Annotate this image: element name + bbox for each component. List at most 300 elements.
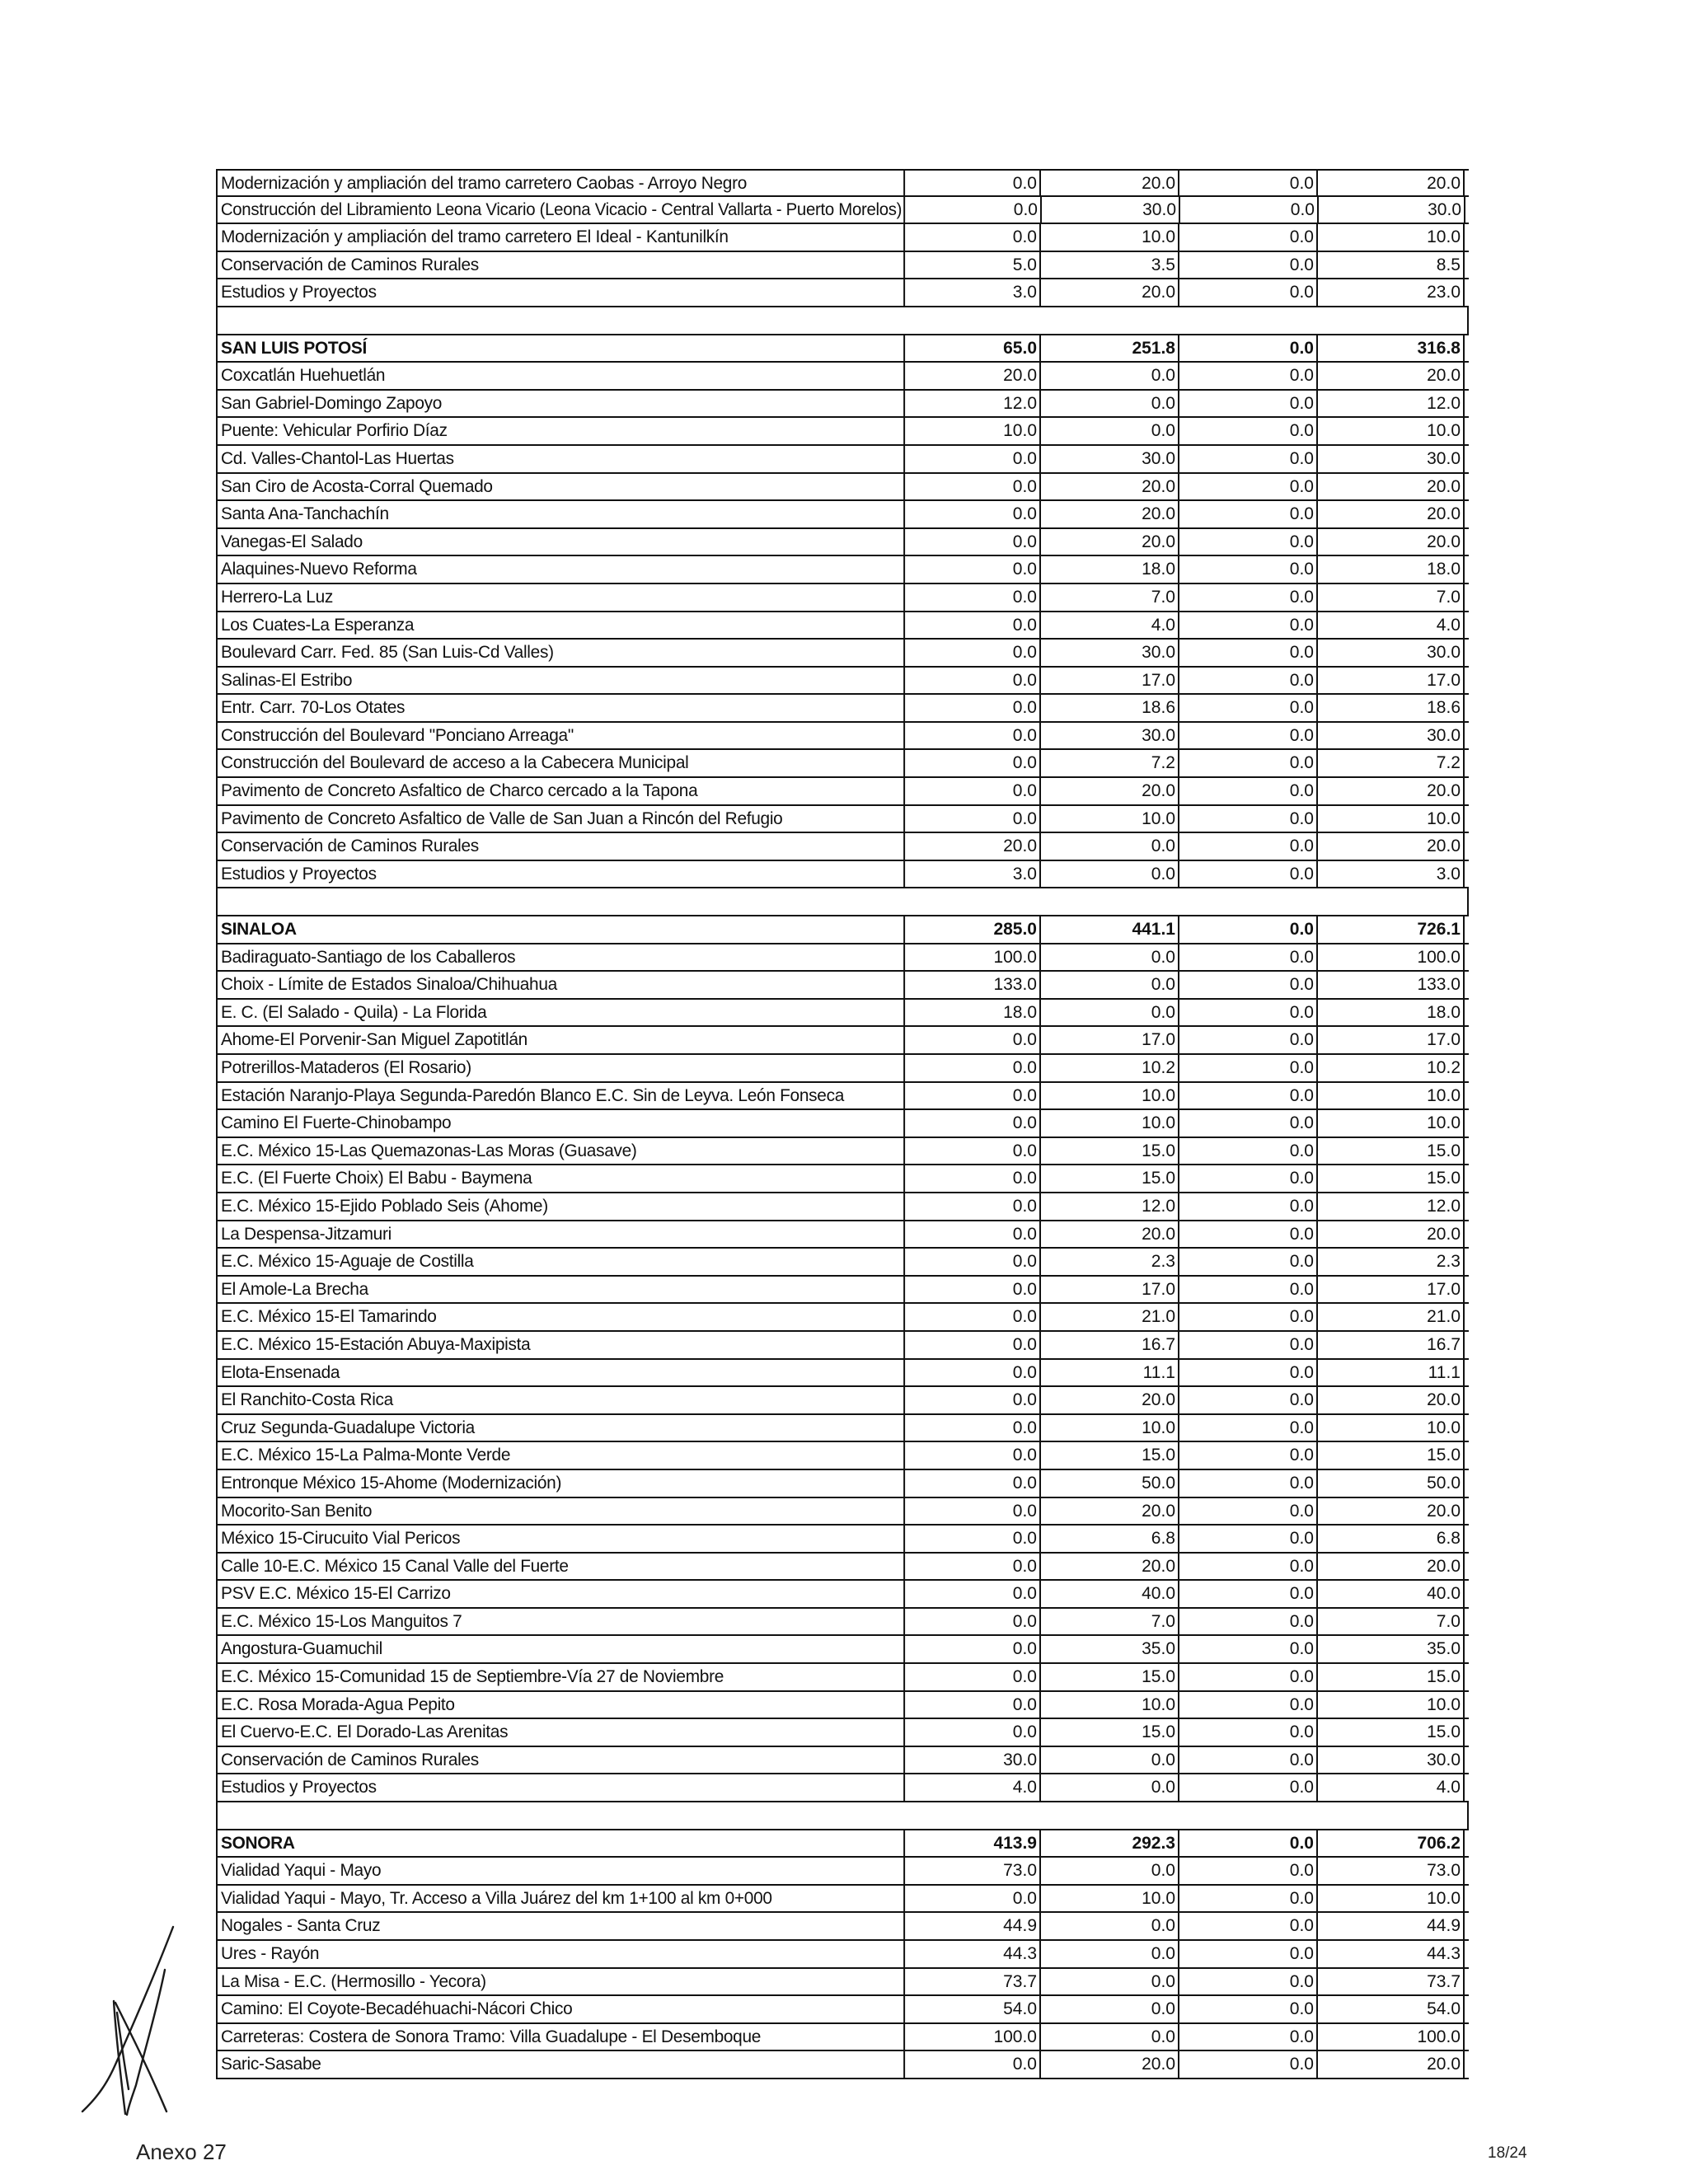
value-cell-col1: 0.0	[904, 556, 1041, 583]
value-cell-col3: 0.0	[1179, 1360, 1318, 1386]
value-cell-col1: 0.0	[904, 1110, 1041, 1137]
project-name-cell: Construcción del Libramiento Leona Vicario (Leona Vicacio - Central Vallarta - Puerto Morelos)	[216, 197, 905, 223]
value-cell-col1: 12.0	[904, 391, 1041, 417]
value-cell-col4: 21.0	[1318, 1304, 1465, 1330]
value-cell-col4: 17.0	[1318, 1277, 1465, 1303]
value-cell-col4: 44.9	[1318, 1913, 1465, 1939]
value-cell-col2: 30.0	[1041, 640, 1179, 666]
state-name-cell: SAN LUIS POTOSÍ	[216, 335, 905, 362]
value-cell-col1: 0.0	[904, 1193, 1041, 1220]
value-cell-col2: 0.0	[1041, 1996, 1179, 2022]
project-name-cell: Nogales - Santa Cruz	[216, 1913, 905, 1939]
value-cell-col1: 0.0	[904, 1221, 1041, 1248]
value-cell-col4: 7.0	[1318, 1609, 1465, 1635]
project-name-cell: Modernización y ampliación del tramo carretero Caobas - Arroyo Negro	[216, 171, 905, 195]
value-cell-col4: 12.0	[1318, 1193, 1465, 1220]
value-cell-col2: 11.1	[1041, 1360, 1179, 1386]
value-cell-col4: 15.0	[1318, 1165, 1465, 1192]
value-cell-col3: 0.0	[1179, 1221, 1318, 1248]
value-cell-col4: 20.0	[1318, 1554, 1465, 1580]
value-cell-col1: 0.0	[904, 1581, 1041, 1607]
value-cell-col1: 0.0	[904, 1277, 1041, 1303]
project-name-cell: E.C. México 15-Ejido Poblado Seis (Ahome)	[216, 1193, 905, 1220]
project-name-cell: Camino: El Coyote-Becadéhuachi-Nácori Chico	[216, 1996, 905, 2022]
value-cell-col3: 0.0	[1179, 640, 1318, 666]
value-cell-col2: 15.0	[1041, 1138, 1179, 1165]
value-cell-col2: 20.0	[1041, 279, 1179, 306]
value-cell-col3: 0.0	[1179, 861, 1318, 888]
value-cell-col1: 0.0	[904, 1664, 1041, 1690]
value-cell-col3: 0.0	[1179, 1165, 1318, 1192]
value-cell-col3: 0.0	[1179, 335, 1318, 362]
value-cell-col2: 10.0	[1041, 1415, 1179, 1441]
project-name-cell: Ahome-El Porvenir-San Miguel Zapotitlán	[216, 1027, 905, 1053]
value-cell-col3: 0.0	[1179, 972, 1318, 998]
value-cell-col4: 15.0	[1318, 1442, 1465, 1469]
value-cell-col1: 73.7	[904, 1969, 1041, 1995]
value-cell-col4: 40.0	[1318, 1581, 1465, 1607]
value-cell-col1: 0.0	[904, 1526, 1041, 1552]
value-cell-col4: 20.0	[1318, 1221, 1465, 1248]
project-name-cell: Camino El Fuerte-Chinobampo	[216, 1110, 905, 1137]
project-name-cell: Modernización y ampliación del tramo carretero El Ideal - Kantunilkín	[216, 224, 905, 251]
value-cell-col4: 100.0	[1318, 2024, 1465, 2050]
value-cell-col3: 0.0	[1179, 1554, 1318, 1580]
value-cell-col3: 0.0	[1179, 501, 1318, 527]
value-cell-col2: 30.0	[1041, 723, 1179, 749]
value-cell-col1: 0.0	[904, 1304, 1041, 1330]
value-cell-col4: 7.2	[1318, 750, 1465, 776]
value-cell-col1: 0.0	[904, 1609, 1041, 1635]
project-name-cell: Construcción del Boulevard "Ponciano Arreaga"	[216, 723, 905, 749]
value-cell-col1: 0.0	[904, 224, 1041, 251]
value-cell-col4: 4.0	[1318, 1774, 1465, 1801]
value-cell-col3: 0.0	[1179, 1249, 1318, 1275]
value-cell-col4: 20.0	[1318, 171, 1465, 195]
value-cell-col4: 15.0	[1318, 1138, 1465, 1165]
table-row	[216, 1304, 1469, 1332]
value-cell-col2: 20.0	[1041, 1221, 1179, 1248]
value-cell-col3: 0.0	[1179, 944, 1318, 971]
value-cell-col3: 0.0	[1179, 1664, 1318, 1690]
value-cell-col2: 10.2	[1041, 1055, 1179, 1081]
value-cell-col2: 30.0	[1042, 197, 1180, 223]
table-row	[216, 279, 1469, 307]
table-row	[216, 1774, 1469, 1802]
table-row	[216, 806, 1469, 834]
project-name-cell: E.C. México 15-Estación Abuya-Maxipista	[216, 1332, 905, 1358]
value-cell-col1: 44.9	[904, 1913, 1041, 1939]
value-cell-col1: 0.0	[904, 446, 1041, 472]
table-row	[216, 1110, 1469, 1138]
table-row	[216, 474, 1469, 502]
value-cell-col1: 0.0	[904, 171, 1041, 195]
value-cell-col3: 0.0	[1179, 612, 1318, 639]
table-row	[216, 1526, 1469, 1554]
table-row	[216, 1858, 1469, 1886]
value-cell-col4: 20.0	[1318, 2051, 1465, 2078]
value-cell-col3: 0.0	[1179, 1083, 1318, 1109]
value-cell-col1: 3.0	[904, 861, 1041, 888]
value-cell-col3: 0.0	[1179, 806, 1318, 832]
project-name-cell: La Misa - E.C. (Hermosillo - Yecora)	[216, 1969, 905, 1995]
project-name-cell: Construcción del Boulevard de acceso a la Cabecera Municipal	[216, 750, 905, 776]
value-cell-col3: 0.0	[1179, 418, 1318, 444]
project-name-cell: Angostura-Guamuchil	[216, 1636, 905, 1662]
value-cell-col4: 20.0	[1318, 363, 1465, 389]
value-cell-col3: 0.0	[1179, 1332, 1318, 1358]
value-cell-col2: 251.8	[1041, 335, 1179, 362]
value-cell-col2: 20.0	[1041, 1498, 1179, 1525]
value-cell-col1: 44.3	[904, 1941, 1041, 1967]
value-cell-col3: 0.0	[1179, 2024, 1318, 2050]
value-cell-col3: 0.0	[1179, 556, 1318, 583]
table-row	[216, 1664, 1469, 1692]
table-row	[216, 833, 1469, 861]
value-cell-col2: 12.0	[1041, 1193, 1179, 1220]
state-name-cell: SINALOA	[216, 916, 905, 943]
value-cell-col4: 7.0	[1318, 584, 1465, 611]
value-cell-col2: 292.3	[1041, 1830, 1179, 1857]
value-cell-col3: 0.0	[1179, 1277, 1318, 1303]
project-name-cell: Choix - Límite de Estados Sinaloa/Chihuahua	[216, 972, 905, 998]
table-row	[216, 1719, 1469, 1747]
value-cell-col1: 0.0	[904, 1415, 1041, 1441]
value-cell-col2: 441.1	[1041, 916, 1179, 943]
table-row	[216, 1277, 1469, 1305]
value-cell-col1: 100.0	[904, 2024, 1041, 2050]
value-cell-col3: 0.0	[1179, 446, 1318, 472]
value-cell-col1: 0.0	[904, 1138, 1041, 1165]
value-cell-col4: 10.0	[1318, 1886, 1465, 1912]
value-cell-col1: 0.0	[904, 1360, 1041, 1386]
value-cell-col3: 0.0	[1179, 1470, 1318, 1497]
value-cell-col4: 18.6	[1318, 695, 1465, 721]
table-row	[216, 723, 1469, 751]
value-cell-col1: 0.0	[904, 1554, 1041, 1580]
table-row	[216, 1747, 1469, 1775]
table-row	[216, 612, 1469, 640]
project-name-cell: Calle 10-E.C. México 15 Canal Valle del Fuerte	[216, 1554, 905, 1580]
value-cell-col2: 15.0	[1041, 1664, 1179, 1690]
value-cell-col1: 133.0	[904, 972, 1041, 998]
project-name-cell: Entronque México 15-Ahome (Modernización)	[216, 1470, 905, 1497]
value-cell-col2: 7.0	[1041, 1609, 1179, 1635]
project-name-cell: E.C. (El Fuerte Choix) El Babu - Baymena	[216, 1165, 905, 1192]
value-cell-col1: 0.0	[904, 584, 1041, 611]
value-cell-col1: 0.0	[904, 529, 1041, 555]
value-cell-col3: 0.0	[1179, 529, 1318, 555]
project-name-cell: PSV E.C. México 15-El Carrizo	[216, 1581, 905, 1607]
value-cell-col1: 20.0	[904, 833, 1041, 860]
value-cell-col1: 5.0	[904, 252, 1041, 279]
table-row	[216, 750, 1469, 778]
value-cell-col1: 100.0	[904, 944, 1041, 971]
value-cell-col1: 18.0	[904, 1000, 1041, 1026]
value-cell-col4: 18.0	[1318, 1000, 1465, 1026]
table-row	[216, 778, 1469, 806]
project-name-cell: E.C. México 15-Comunidad 15 de Septiembre-Vía 27 de Noviembre	[216, 1664, 905, 1690]
value-cell-col1: 0.0	[904, 640, 1041, 666]
value-cell-col3: 0.0	[1179, 584, 1318, 611]
value-cell-col4: 3.0	[1318, 861, 1465, 888]
budget-table	[216, 169, 1469, 2079]
value-cell-col1: 0.0	[904, 474, 1041, 500]
value-cell-col2: 6.8	[1041, 1526, 1179, 1552]
value-cell-col1: 30.0	[904, 1747, 1041, 1774]
value-cell-col2: 21.0	[1041, 1304, 1179, 1330]
value-cell-col1: 0.0	[904, 1249, 1041, 1275]
table-row	[216, 501, 1469, 529]
value-cell-col4: 8.5	[1318, 252, 1465, 279]
project-name-cell: E.C. México 15-Aguaje de Costilla	[216, 1249, 905, 1275]
table-row	[216, 169, 1469, 197]
value-cell-col3: 0.0	[1179, 2051, 1318, 2078]
value-cell-col1: 65.0	[904, 335, 1041, 362]
table-row	[216, 640, 1469, 668]
value-cell-col4: 17.0	[1318, 668, 1465, 694]
value-cell-col1: 0.0	[904, 501, 1041, 527]
handwritten-signature	[66, 1920, 190, 2118]
value-cell-col1: 0.0	[904, 695, 1041, 721]
value-cell-col2: 7.2	[1041, 750, 1179, 776]
project-name-cell: El Ranchito-Costa Rica	[216, 1387, 905, 1413]
value-cell-col4: 30.0	[1318, 723, 1465, 749]
table-row	[216, 1996, 1469, 2024]
value-cell-col4: 30.0	[1318, 1747, 1465, 1774]
value-cell-col3: 0.0	[1179, 1027, 1318, 1053]
value-cell-col2: 15.0	[1041, 1719, 1179, 1746]
value-cell-col4: 10.0	[1318, 1692, 1465, 1718]
value-cell-col3: 0.0	[1179, 363, 1318, 389]
table-row	[216, 197, 1469, 225]
value-cell-col4: 20.0	[1318, 833, 1465, 860]
value-cell-col1: 0.0	[904, 1719, 1041, 1746]
table-row	[216, 1138, 1469, 1166]
value-cell-col2: 17.0	[1041, 1027, 1179, 1053]
value-cell-col2: 10.0	[1041, 1083, 1179, 1109]
value-cell-col2: 0.0	[1041, 833, 1179, 860]
table-row	[216, 1165, 1469, 1193]
value-cell-col4: 133.0	[1318, 972, 1465, 998]
value-cell-col4: 11.1	[1318, 1360, 1465, 1386]
value-cell-col4: 44.3	[1318, 1941, 1465, 1967]
value-cell-col1: 0.0	[904, 1387, 1041, 1413]
value-cell-col2: 0.0	[1041, 944, 1179, 971]
value-cell-col2: 18.0	[1041, 556, 1179, 583]
value-cell-col1: 4.0	[904, 1774, 1041, 1801]
value-cell-col1: 0.0	[904, 1692, 1041, 1718]
table-row	[216, 972, 1469, 1000]
value-cell-col2: 4.0	[1041, 612, 1179, 639]
table-row	[216, 224, 1469, 252]
value-cell-col3: 0.0	[1179, 750, 1318, 776]
value-cell-col3: 0.0	[1179, 1000, 1318, 1026]
table-row	[216, 695, 1469, 723]
value-cell-col3: 0.0	[1179, 1830, 1318, 1857]
value-cell-col2: 0.0	[1041, 1969, 1179, 1995]
value-cell-col3: 0.0	[1179, 1581, 1318, 1607]
project-name-cell: Herrero-La Luz	[216, 584, 905, 611]
value-cell-col4: 20.0	[1318, 474, 1465, 500]
project-name-cell: Pavimento de Concreto Asfaltico de Valle de San Juan a Rincón del Refugio	[216, 806, 905, 832]
value-cell-col3: 0.0	[1179, 1636, 1318, 1662]
value-cell-col2: 7.0	[1041, 584, 1179, 611]
table-row	[216, 1221, 1469, 1249]
value-cell-col4: 316.8	[1318, 335, 1465, 362]
value-cell-col2: 0.0	[1041, 1913, 1179, 1939]
value-cell-col1: 0.0	[904, 1636, 1041, 1662]
value-cell-col4: 10.2	[1318, 1055, 1465, 1081]
state-name-cell: SONORA	[216, 1830, 905, 1857]
project-name-cell: Vanegas-El Salado	[216, 529, 905, 555]
project-name-cell: San Ciro de Acosta-Corral Quemado	[216, 474, 905, 500]
value-cell-col2: 0.0	[1041, 861, 1179, 888]
value-cell-col2: 10.0	[1041, 224, 1179, 251]
value-cell-col4: 30.0	[1318, 446, 1465, 472]
value-cell-col2: 3.5	[1041, 252, 1179, 279]
value-cell-col2: 17.0	[1041, 668, 1179, 694]
table-row	[216, 2051, 1469, 2079]
value-cell-col1: 73.0	[904, 1858, 1041, 1884]
table-row	[216, 446, 1469, 474]
project-name-cell: México 15-Cirucuito Vial Pericos	[216, 1526, 905, 1552]
value-cell-col3: 0.0	[1179, 1498, 1318, 1525]
table-row	[216, 1249, 1469, 1277]
project-name-cell: Coxcatlán Huehuetlán	[216, 363, 905, 389]
table-row	[216, 1886, 1469, 1914]
value-cell-col2: 30.0	[1041, 446, 1179, 472]
value-cell-col4: 726.1	[1318, 916, 1465, 943]
table-row	[216, 1470, 1469, 1498]
value-cell-col1: 0.0	[904, 1886, 1041, 1912]
table-row	[216, 1000, 1469, 1028]
value-cell-col4: 706.2	[1318, 1830, 1465, 1857]
project-name-cell: Badiraguato-Santiago de los Caballeros	[216, 944, 905, 971]
value-cell-col3: 0.0	[1179, 1193, 1318, 1220]
project-name-cell	[216, 1802, 1469, 1829]
project-name-cell: Estudios y Proyectos	[216, 861, 905, 888]
table-row	[216, 1387, 1469, 1415]
value-cell-col2: 50.0	[1041, 1470, 1179, 1497]
project-name-cell: El Cuervo-E.C. El Dorado-Las Arenitas	[216, 1719, 905, 1746]
value-cell-col1: 20.0	[904, 363, 1041, 389]
value-cell-col4: 10.0	[1318, 1415, 1465, 1441]
value-cell-col3: 0.0	[1179, 224, 1318, 251]
value-cell-col1: 0.0	[904, 668, 1041, 694]
value-cell-col2: 15.0	[1041, 1442, 1179, 1469]
table-row	[216, 529, 1469, 557]
value-cell-col2: 20.0	[1041, 1554, 1179, 1580]
value-cell-col1: 0.0	[904, 1442, 1041, 1469]
project-name-cell: Alaquines-Nuevo Reforma	[216, 556, 905, 583]
table-row	[216, 418, 1469, 446]
project-name-cell: Saric-Sasabe	[216, 2051, 905, 2078]
value-cell-col3: 0.0	[1179, 916, 1318, 943]
value-cell-col2: 20.0	[1041, 474, 1179, 500]
value-cell-col2: 0.0	[1041, 391, 1179, 417]
project-name-cell: E.C. México 15-El Tamarindo	[216, 1304, 905, 1330]
value-cell-col3: 0.0	[1180, 197, 1319, 223]
project-name-cell: Puente: Vehicular Porfirio Díaz	[216, 418, 905, 444]
table-row	[216, 1498, 1469, 1526]
value-cell-col3: 0.0	[1179, 695, 1318, 721]
spacer-row	[216, 1802, 1469, 1830]
project-name-cell: Conservación de Caminos Rurales	[216, 1747, 905, 1774]
value-cell-col1: 0.0	[904, 1498, 1041, 1525]
value-cell-col1: 0.0	[904, 806, 1041, 832]
value-cell-col4: 12.0	[1318, 391, 1465, 417]
value-cell-col2: 20.0	[1041, 529, 1179, 555]
value-cell-col1: 0.0	[904, 1027, 1041, 1053]
value-cell-col4: 10.0	[1318, 806, 1465, 832]
table-row	[216, 2024, 1469, 2052]
value-cell-col4: 20.0	[1318, 778, 1465, 804]
value-cell-col2: 10.0	[1041, 1110, 1179, 1137]
value-cell-col4: 15.0	[1318, 1664, 1465, 1690]
table-row	[216, 252, 1469, 280]
table-row	[216, 1554, 1469, 1582]
value-cell-col4: 50.0	[1318, 1470, 1465, 1497]
value-cell-col3: 0.0	[1179, 252, 1318, 279]
table-row	[216, 1055, 1469, 1083]
table-row	[216, 1027, 1469, 1055]
spacer-row	[216, 888, 1469, 916]
value-cell-col3: 0.0	[1179, 1858, 1318, 1884]
value-cell-col3: 0.0	[1179, 1055, 1318, 1081]
table-row	[216, 668, 1469, 696]
value-cell-col3: 0.0	[1179, 474, 1318, 500]
table-row	[216, 1692, 1469, 1720]
project-name-cell: La Despensa-Jitzamuri	[216, 1221, 905, 1248]
project-name-cell: San Gabriel-Domingo Zapoyo	[216, 391, 905, 417]
table-row	[216, 391, 1469, 419]
value-cell-col2: 0.0	[1041, 363, 1179, 389]
table-row	[216, 944, 1469, 972]
table-row	[216, 1969, 1469, 1997]
project-name-cell: E.C. México 15-Los Manguitos 7	[216, 1609, 905, 1635]
project-name-cell	[216, 307, 1469, 334]
project-name-cell: Carreteras: Costera de Sonora Tramo: Villa Guadalupe - El Desemboque	[216, 2024, 905, 2050]
table-row	[216, 1941, 1469, 1969]
value-cell-col1: 413.9	[904, 1830, 1041, 1857]
value-cell-col3: 0.0	[1179, 279, 1318, 306]
value-cell-col3: 0.0	[1179, 1110, 1318, 1137]
value-cell-col2: 16.7	[1041, 1332, 1179, 1358]
value-cell-col1: 0.0	[904, 778, 1041, 804]
value-cell-col4: 73.0	[1318, 1858, 1465, 1884]
value-cell-col4: 30.0	[1318, 640, 1465, 666]
value-cell-col3: 0.0	[1179, 1526, 1318, 1552]
project-name-cell: Salinas-El Estribo	[216, 668, 905, 694]
value-cell-col2: 20.0	[1041, 171, 1179, 195]
table-row	[216, 861, 1469, 889]
table-row	[216, 1193, 1469, 1221]
table-row	[216, 1360, 1469, 1388]
value-cell-col2: 0.0	[1041, 2024, 1179, 2050]
value-cell-col3: 0.0	[1179, 1304, 1318, 1330]
page-number: 18/24	[1488, 2144, 1527, 2162]
value-cell-col1: 0.0	[904, 1165, 1041, 1192]
table-row	[216, 1913, 1469, 1941]
project-name-cell: Santa Ana-Tanchachín	[216, 501, 905, 527]
project-name-cell: Vialidad Yaqui - Mayo, Tr. Acceso a Villa Juárez del km 1+100 al km 0+000	[216, 1886, 905, 1912]
value-cell-col1: 0.0	[905, 197, 1042, 223]
value-cell-col2: 0.0	[1041, 1858, 1179, 1884]
state-header-row	[216, 1830, 1469, 1858]
value-cell-col3: 0.0	[1179, 1913, 1318, 1939]
value-cell-col4: 16.7	[1318, 1332, 1465, 1358]
